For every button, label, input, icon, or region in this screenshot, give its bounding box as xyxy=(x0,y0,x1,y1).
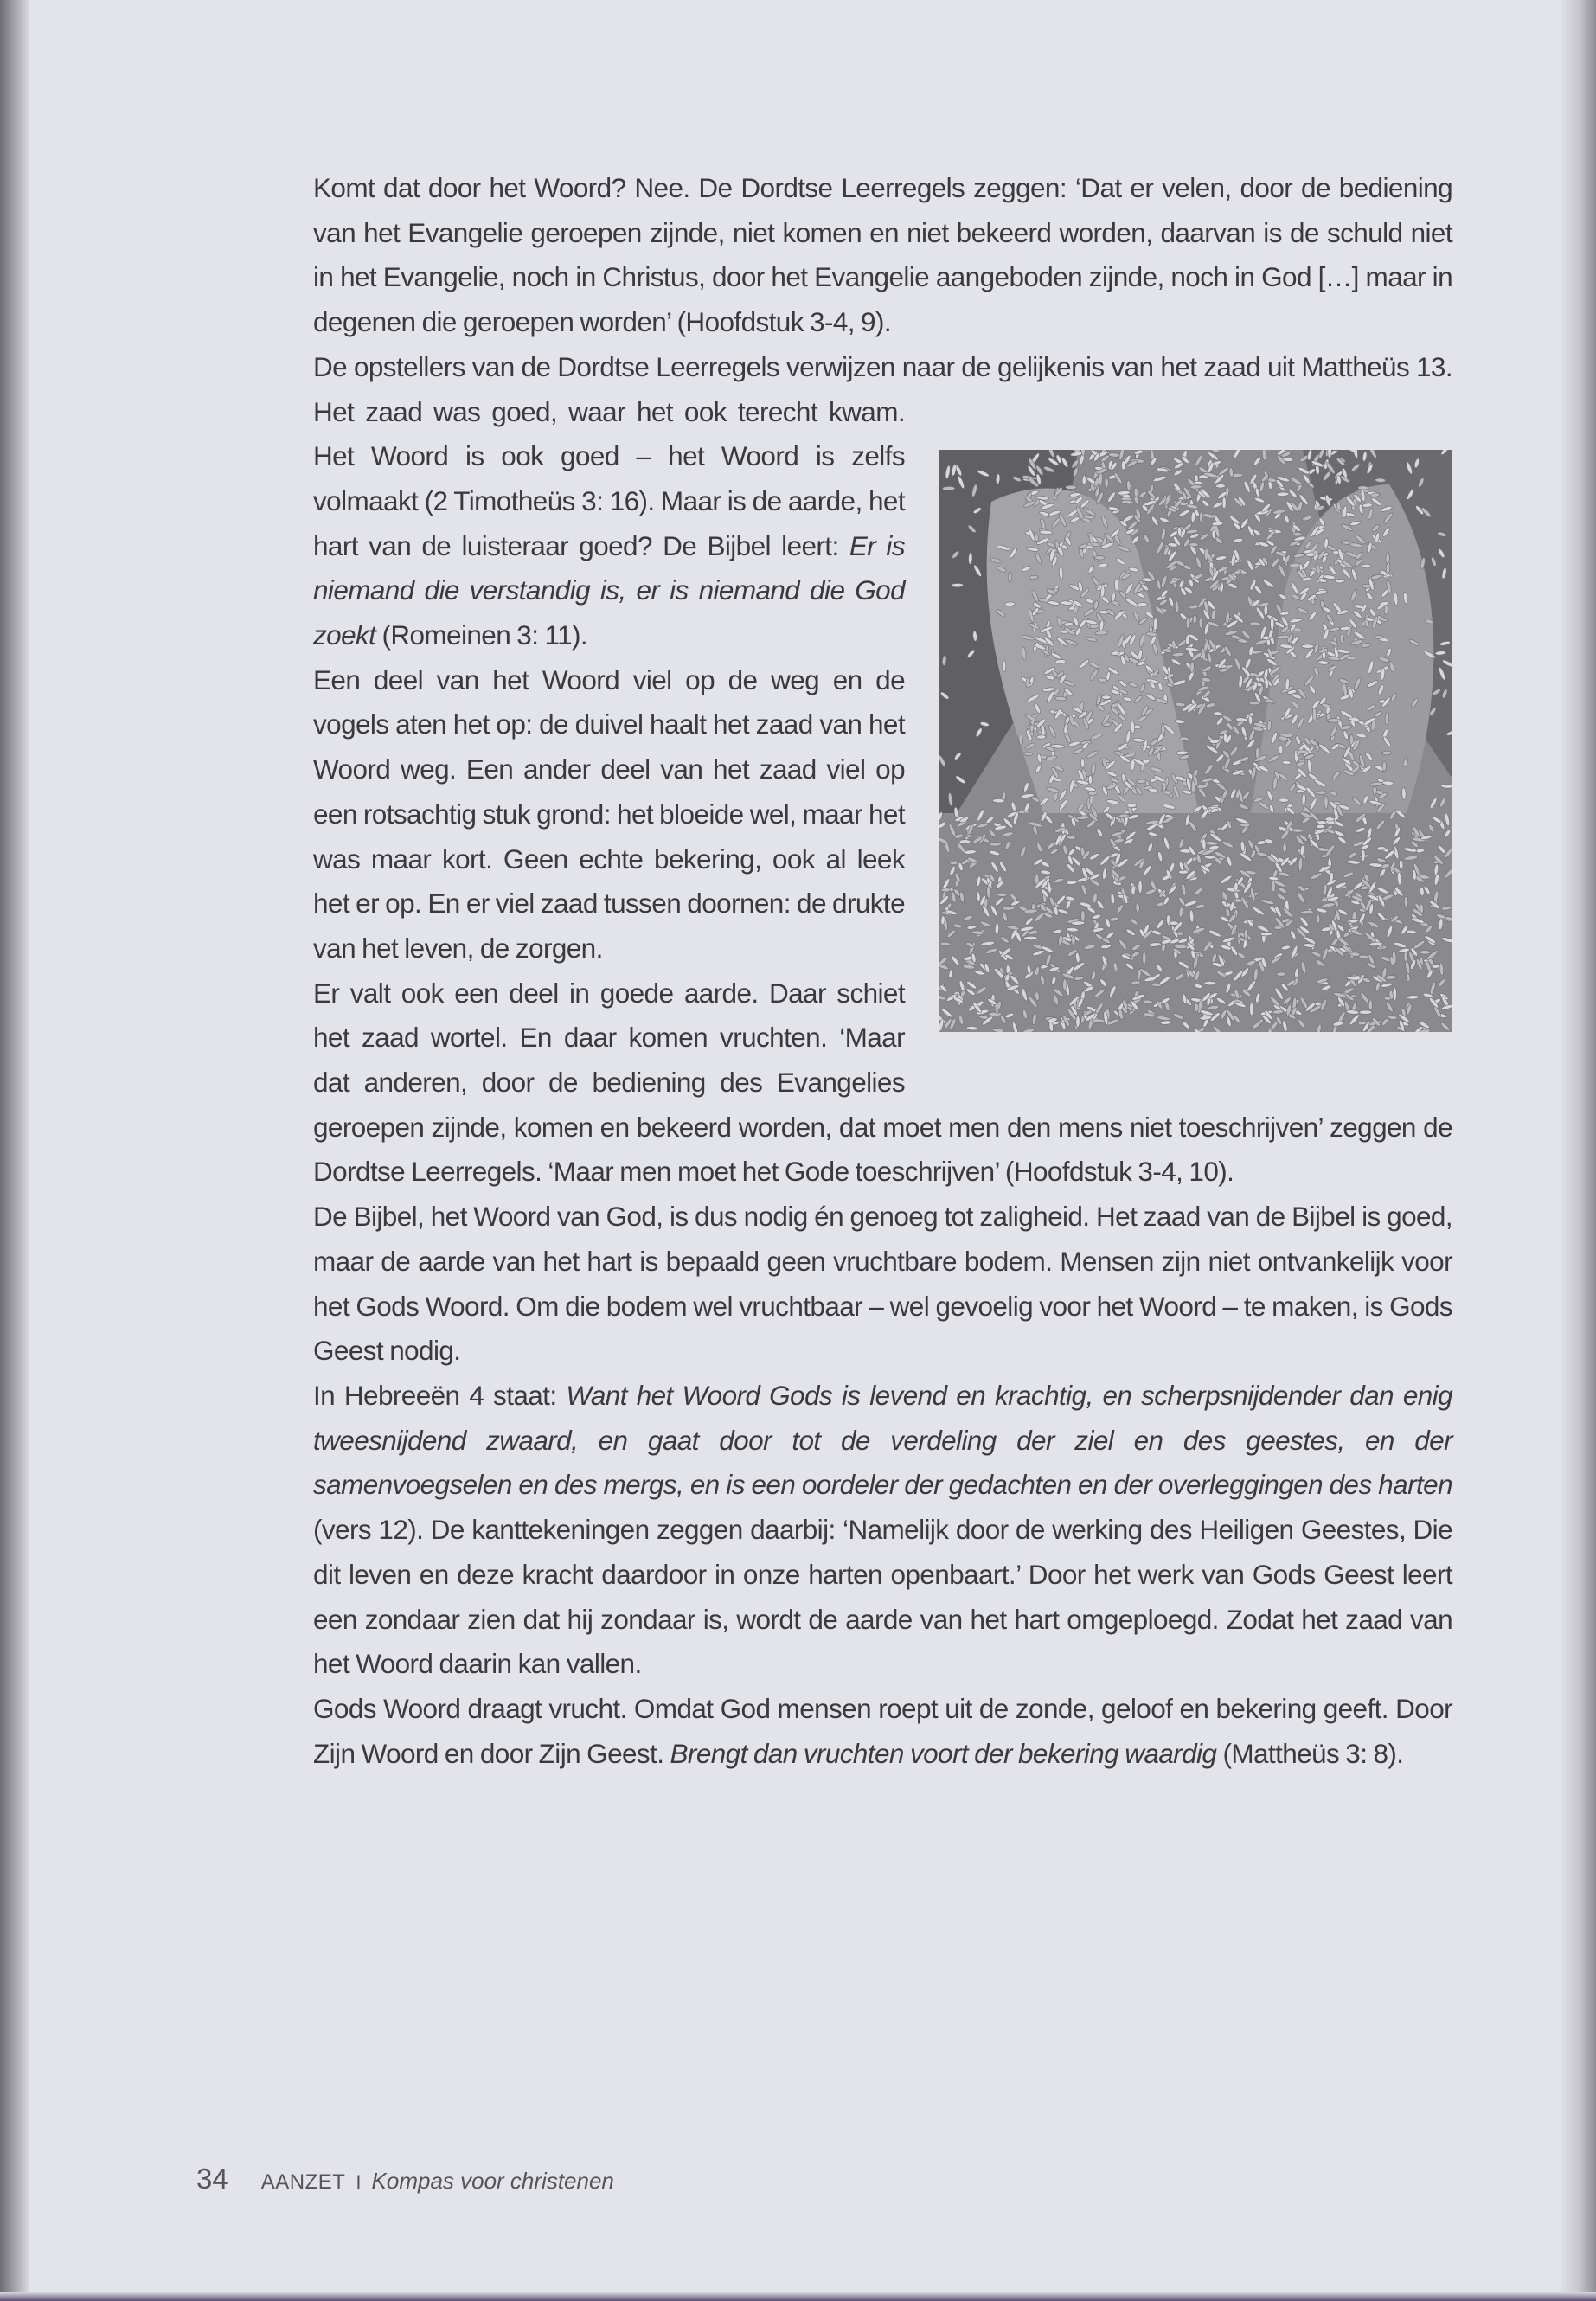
series-name: AANZET xyxy=(260,2170,346,2194)
footer-separator: I xyxy=(356,2171,362,2193)
paragraph xyxy=(313,1374,1452,1687)
text-run: (Romeinen 3: 11). xyxy=(375,619,588,651)
paragraph xyxy=(313,1687,1452,1776)
text-run: De opstellers van de Dordtse Leerregels verwijzen naar de gelijkenis van het zaad uit Mattheüs 13. Het zaad was goed, waar het ook terecht kwam. Het Woord is ook goed – het Woord is zelfs volmaakt (2 Timotheüs 3: 16). Maar is de aarde, het hart van de luisteraar goed? De Bijbel leert: xyxy=(313,350,1452,561)
page-edge-bottom xyxy=(0,2292,1596,2301)
text-run: (Mattheüs 3: 8). xyxy=(1216,1737,1404,1769)
paragraph xyxy=(313,1195,1452,1374)
page-edge-left xyxy=(0,0,29,2301)
hands-with-grain-image xyxy=(939,450,1452,1032)
book-title: Kompas voor christenen xyxy=(371,2168,614,2194)
page-edge-right xyxy=(1561,0,1596,2301)
bible-quote: Brengt dan vruchten voort der bekering waardig xyxy=(670,1737,1217,1769)
text-run: Gods Woord draagt vrucht. Omdat God mensen roept uit de zonde, geloof en bekering geeft. Door Zijn Woord en door Zijn Geest. xyxy=(313,1692,1452,1769)
paragraph xyxy=(313,345,1452,658)
text-run: In Hebreeën 4 staat: xyxy=(313,1379,567,1411)
seed-photo xyxy=(939,434,1452,1105)
text-run: Komt dat door het Woord? Nee. De Dordtse Leerregels zeggen: ‘Dat er velen, door de bediening van het Evangelie geroepen zijnde, niet komen en niet bekeerd worden, daarvan is de schuld niet in het Evangelie, noch in Christus, door het Evangelie aangeboden zijnde, noch in God […] maar in degenen die geroepen worden’ (Hoofdstuk 3-4, 9). xyxy=(313,172,1452,338)
paragraph xyxy=(313,166,1452,345)
bible-quote: Want het Woord Gods is levend en krachtig, en scherpsnijdender dan enig tweesnijdend zwaard, en gaat door tot de verdeling der ziel en des geestes, en der samenvoegselen en des mergs, en is een oordeler der gedachten en der overleggingen des harten xyxy=(313,1379,1452,1501)
text-run: Een deel van het Woord viel op de weg en de vogels aten het op: de duivel haalt het zaad van het Woord weg. Een ander deel van het zaad viel op een rotsachtig stuk grond: het bloeide wel, maar het was maar kort. Geen echte bekering, ook al leek het er op. En er viel zaad tussen doornen: de drukte van het leven, de zorgen. xyxy=(313,663,905,964)
page-number: 34 xyxy=(196,2163,228,2195)
text-run: Er valt ook een deel in goede aarde. Daar schiet het zaad wortel. En daar komen vruchten. ‘Maar dat anderen, door de bediening des Evangelies geroepen zijnde, komen en bekeerd worden, dat moet men den mens niet toeschrijven’ zeggen de Dordtse Leerregels. ‘Maar men moet het Gode toeschrijven’ (Hoofdstuk 3-4, 10). xyxy=(313,977,1452,1188)
text-run: (vers 12). De kanttekeningen zeggen daarbij: ‘Namelijk door de werking des Heiligen Geestes, Die dit leven en deze kracht daardoor in onze harten openbaart.’ Door het werk van Gods Geest leert een zondaar zien dat hij zondaar is, wordt de aarde van het hart omgeploegd. Zodat het zaad van het Woord daarin kan vallen. xyxy=(313,1514,1452,1680)
body-text xyxy=(313,166,1452,1776)
text-run: De Bijbel, het Woord van God, is dus nodig én genoeg tot zaligheid. Het zaad van de Bijbel is goed, maar de aarde van het hart is bepaald geen vruchtbare bodem. Mensen zijn niet ontvankelijk voor het Gods Woord. Om die bodem wel vruchtbaar – wel gevoelig voor het Woord – te maken, is Gods Geest nodig. xyxy=(313,1201,1452,1367)
bible-quote: Er is niemand die verstandig is, er is niemand die God zoekt xyxy=(313,529,905,651)
page-footer xyxy=(196,2163,614,2195)
